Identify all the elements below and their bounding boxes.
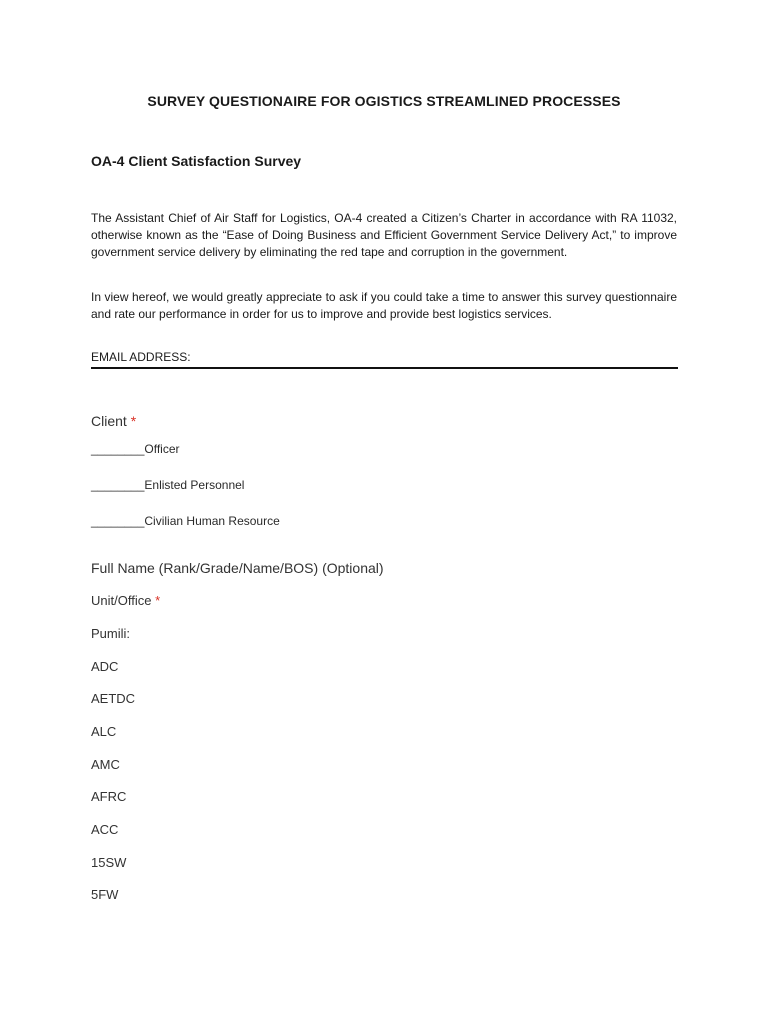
unit-item: ACC [91, 822, 119, 837]
email-address-line [91, 367, 678, 369]
option-blank: ________ [91, 442, 145, 456]
required-asterisk: * [130, 413, 137, 429]
client-option-enlisted [91, 478, 244, 492]
required-asterisk: * [155, 593, 161, 608]
request-paragraph: In view hereof, we would greatly appreciate to ask if you could take a time to answer this survey questionnaire and rate our performance in order for us to improve and provide best logistics services. [91, 290, 677, 321]
unit-item: AFRC [91, 789, 127, 804]
full-name-label: Full Name (Rank/Grade/Name/BOS) (Optional) [91, 560, 384, 576]
option-blank: ________ [91, 514, 145, 528]
unit-item: AETDC [91, 691, 136, 706]
unit-item: 5FW [91, 887, 119, 902]
option-blank: ________ [91, 478, 145, 492]
email-address-label: EMAIL ADDRESS: [91, 350, 191, 364]
unit-label-text: Unit/Office [91, 593, 152, 608]
option-label: Civilian Human Resource [144, 514, 280, 528]
unit-item: AMC [91, 757, 120, 772]
client-option-civilian [91, 514, 280, 528]
unit-item: ADC [91, 659, 119, 674]
unit-office-label [91, 593, 160, 608]
unit-item: Pumili: [91, 626, 131, 641]
client-option-officer [91, 442, 180, 456]
client-question-label [91, 413, 136, 429]
unit-item: 15SW [91, 855, 127, 870]
document-title: SURVEY QUESTIONAIRE FOR OGISTICS STREAMLINED PROCESSES [147, 93, 621, 109]
client-label-text: Client [91, 413, 127, 429]
intro-paragraph: The Assistant Chief of Air Staff for Logistics, OA-4 created a Citizen’s Charter in accordance with RA 11032, otherwise known as the “Ease of Doing Business and Efficient Government Service Delivery Act,” to improve government service delivery by eliminating the red tape and corruption in the government. [91, 211, 677, 259]
unit-item: ALC [91, 724, 117, 739]
option-label: Officer [144, 442, 180, 456]
option-label: Enlisted Personnel [144, 478, 245, 492]
survey-subtitle: OA-4 Client Satisfaction Survey [91, 153, 302, 169]
